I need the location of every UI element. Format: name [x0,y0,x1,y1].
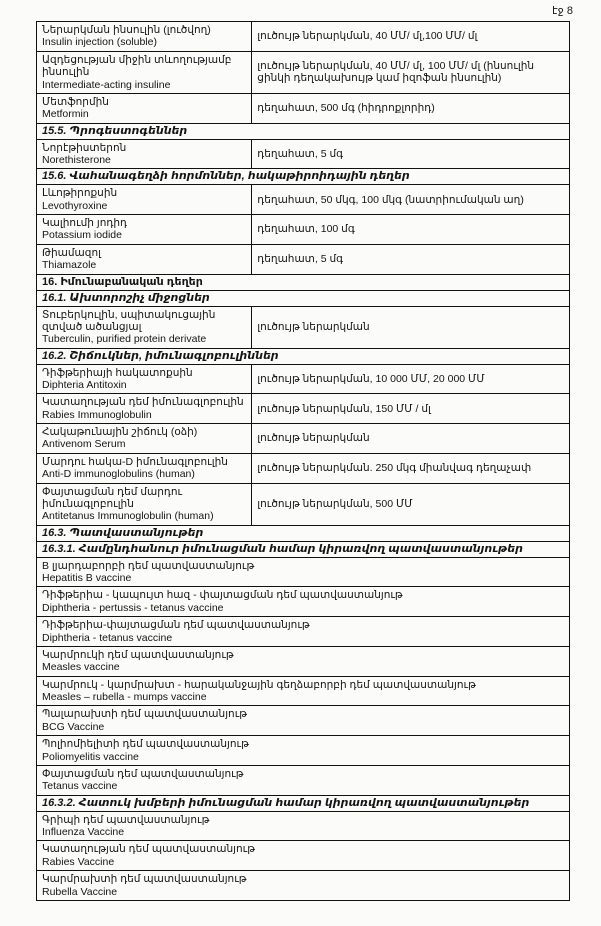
drug-name-armenian: Թիամազոլ [42,246,101,259]
vaccine-name-armenian: Կատաղության դեմ պատվաստանյութ [42,843,255,856]
drug-name-armenian: Հակաթունային շիճուկ (օձի) [42,426,198,439]
drug-name-english: Insulin injection (soluble) [42,36,157,49]
drug-form-cell: դեղահատ, 100 մգ [252,215,570,245]
vaccine-row [37,587,570,617]
section-header-label: 16.3.2. Հատուկ խմբերի իմունացման համար կիրառվող պատվաստանյութեր [37,795,570,811]
vaccine-cell [37,841,570,871]
drug-row [37,306,570,348]
drug-form-cell: լուծույթ ներարկման [252,424,570,454]
vaccine-name-english: Measles vaccine [42,661,120,674]
subsection-header-row [37,795,570,811]
drug-name-armenian: Լևոթիրոքսին [42,187,118,200]
vaccine-cell [37,736,570,766]
subsection-header-row [37,525,570,541]
drug-name-armenian: Մարդու հակա-D իմունագլոբուլին [42,455,228,468]
drug-form-cell: լուծույթ ներարկման [252,306,570,348]
drug-name-cell [37,22,252,52]
drug-name-armenian: Կալիումի յոդիդ [42,217,127,230]
section-header-label: 16.2. Շիճուկներ, իմունագլոբուլիններ [37,348,570,364]
drug-name-english: Thiamazole [42,259,97,272]
section-header-label: 15.5. Պրոգեստոգեններ [37,123,570,139]
vaccine-name-english: Rubella Vaccine [42,885,118,898]
vaccine-name-armenian: Փայտացման դեմ պատվաստանյութ [42,767,244,780]
drug-name-cell [37,51,252,93]
subsection-header-row [37,348,570,364]
vaccine-name-english: Hepatitis B vaccine [42,572,132,585]
drug-form-cell: դեղահատ, 500 մգ (հիդրոքլորիդ) [252,93,570,123]
drug-name-armenian: Ազդեցության միջին տևողությամբ ինսուլին [42,53,232,79]
drug-name-english: Antitetanus Immunoglobulin (human) [42,510,214,523]
drug-row [37,93,570,123]
vaccine-name-armenian: Կարմրուկի դեմ պատվաստանյութ [42,648,234,661]
drug-name-cell [37,215,252,245]
drug-name-english: Antivenom Serum [42,438,126,451]
drug-name-english: Potassium iodide [42,229,122,242]
vaccine-name-english: Influenza Vaccine [42,826,125,838]
drug-row [37,22,570,52]
vaccine-name-armenian: B լյարդաբորբի դեմ պատվաստանյութ [42,559,255,572]
drug-name-cell [37,483,252,525]
drug-row [37,424,570,454]
section-header-label: 16. Իմունաբանական դեղեր [37,274,570,290]
vaccine-name-armenian: Կարմրախտի դեմ պատվաստանյութ [42,873,247,886]
vaccine-row [37,617,570,647]
drug-name-cell [37,244,252,274]
drug-name-english: Tuberculin, purified protein derivate [42,333,207,346]
vaccine-row [37,841,570,871]
drug-name-armenian: Նորէթիստերոն [42,141,127,154]
vaccine-name-english: BCG Vaccine [42,720,105,733]
vaccine-cell [37,811,570,841]
subsection-header-row [37,541,570,557]
drug-name-english: Diphteria Antitoxin [42,378,127,391]
vaccine-name-english: Poliomyelitis vaccine [42,750,139,763]
drug-name-cell [37,364,252,394]
vaccine-name-english: Diphtheria - tetanus vaccine [42,631,173,644]
drug-form-cell: դեղահատ, 5 մգ [252,244,570,274]
vaccine-row [37,736,570,766]
vaccine-name-armenian: Դիֆթերիա - կապույտ հազ - փայտացման դեմ պատվաստանյութ [42,589,403,602]
drug-row [37,139,570,169]
drug-row [37,185,570,215]
drug-name-armenian: Մետֆորմին [42,95,109,108]
drug-form-cell: լուծույթ ներարկման, 10 000 ՄՄ, 20 000 ՄՄ [252,364,570,394]
vaccine-name-armenian: Կարմրուկ - կարմրախտ - հարականջային գեղձաբորբի դեմ պատվաստանյութ [42,678,476,691]
subsection-header-row [37,290,570,306]
drug-form-cell: լուծույթ ներարկման, 150 ՄՄ / մլ [252,394,570,424]
vaccine-cell [37,617,570,647]
vaccine-cell [37,765,570,795]
drug-form-cell: դեղահատ, 5 մգ [252,139,570,169]
section-header-label: 16.3.1. Համընդհանուր իմունացման համար կիրառվող պատվաստանյութեր [37,541,570,557]
drug-name-armenian: Ներարկման ինսուլին (լուծվող) [42,24,211,36]
drug-form-cell: լուծույթ ներարկման. 250 մկգ միանվագ դեղաչափ [252,453,570,483]
medicines-table [36,21,570,901]
vaccine-row [37,676,570,706]
vaccine-row [37,646,570,676]
vaccine-name-armenian: Պոլիոմիելիտի դեմ պատվաստանյութ [42,738,249,751]
vaccine-cell [37,557,570,587]
vaccine-row [37,557,570,587]
vaccine-name-english: Diphtheria - pertussis - tetanus vaccine [42,601,224,614]
drug-name-cell [37,93,252,123]
drug-name-cell [37,453,252,483]
drug-name-cell [37,306,252,348]
vaccine-name-english: Measles – rubella - mumps vaccine [42,691,207,704]
vaccine-cell [37,706,570,736]
drug-name-english: Anti-D immunoglobulins (human) [42,468,195,481]
drug-name-cell [37,394,252,424]
drug-row [37,215,570,245]
drug-row [37,51,570,93]
vaccine-row [37,765,570,795]
drug-name-armenian: Փայտացման դեմ մարդու իմունագլոբուլին [42,485,183,510]
drug-name-cell [37,139,252,169]
medicines-table-body [37,22,570,901]
vaccine-name-armenian: Պալարախտի դեմ պատվաստանյութ [42,708,248,721]
drug-row [37,244,570,274]
vaccine-name-armenian: Գրիպի դեմ պատվաստանյութ [42,813,210,826]
drug-name-english: Intermediate-acting insuline [42,78,171,91]
vaccine-name-english: Tetanus vaccine [42,780,118,793]
drug-name-armenian: Տուբերկուլին, սպիտակուցային զտված ածանցյալ [42,308,216,333]
vaccine-cell [37,676,570,706]
drug-name-armenian: Դիֆթերիայի հակատոքսին [42,366,193,379]
drug-name-english: Metformin [42,108,89,121]
drug-name-cell [37,185,252,215]
vaccine-cell [37,587,570,617]
drug-name-armenian: Կատաղության դեմ իմունագլոբուլին [42,396,244,409]
vaccine-row [37,706,570,736]
subsection-header-row [37,169,570,185]
vaccine-row [37,811,570,841]
page-number-label: էջ 8 [552,5,573,17]
drug-form-cell: լուծույթ ներարկման, 40 ՄՄ/ մլ, 100 ՄՄ/ մլ (ինսուլին ցինկի դեղակախույթ կամ իզոֆան ինսուլին) [252,51,570,93]
vaccine-name-armenian: Դիֆթերիա-փայտացման դեմ պատվաստանյութ [42,619,310,632]
section-header-label: 15.6. Վահանագեղձի հորմոններ, հակաթիրոիդային դեղեր [37,169,570,185]
section-header-label: 16.1. Ախտորոշիչ միջոցներ [37,290,570,306]
drug-row [37,364,570,394]
drug-form-cell: լուծույթ ներարկման, 500 ՄՄ [252,483,570,525]
drug-row [37,394,570,424]
vaccine-cell [37,871,570,901]
vaccine-name-english: Rabies Vaccine [42,855,115,868]
drug-form-cell: լուծույթ ներարկման, 40 ՄՄ/ մլ,100 ՄՄ/ մլ [252,22,570,52]
drug-form-cell: դեղահատ, 50 մկգ, 100 մկգ (նատրիումական աղ) [252,185,570,215]
vaccine-cell [37,646,570,676]
section-header-label: 16.3. Պատվաստանյութեր [37,525,570,541]
drug-row [37,483,570,525]
drug-name-english: Rabies Immunoglobulin [42,408,152,421]
subsection-header-row [37,123,570,139]
drug-row [37,453,570,483]
section-header-row [37,274,570,290]
drug-name-english: Norethisterone [42,153,111,166]
vaccine-row [37,871,570,901]
drug-name-english: Levothyroxine [42,199,108,212]
drug-name-cell [37,424,252,454]
